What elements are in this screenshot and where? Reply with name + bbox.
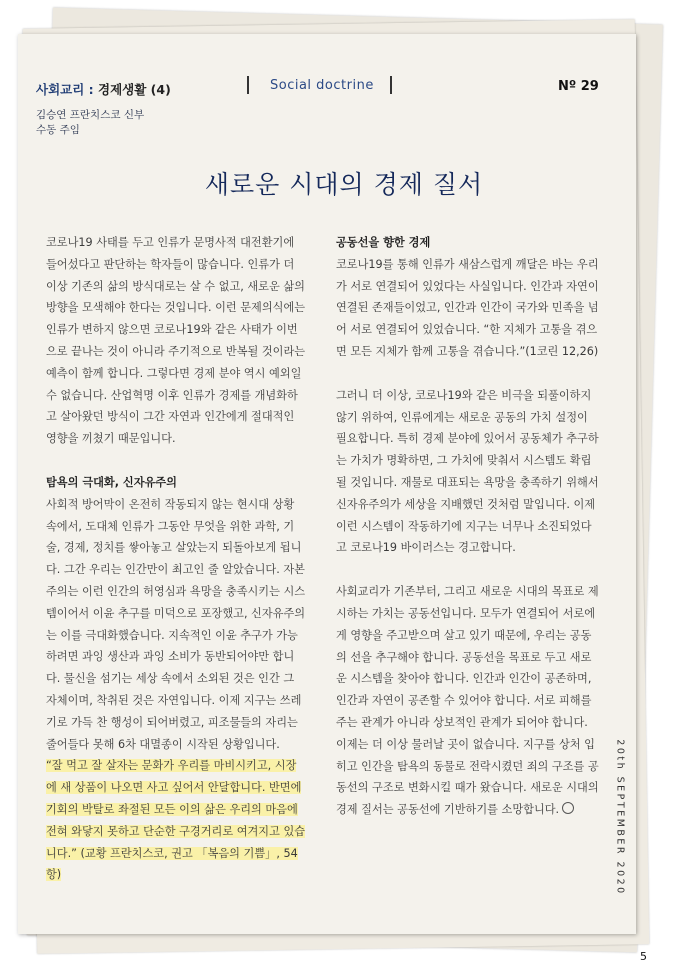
series-title: 사회교리 :	[36, 82, 99, 97]
header-divider-left	[247, 76, 249, 94]
right-paragraph-1: 코로나19를 통해 인류가 새삼스럽게 깨달은 바는 우리가 서로 연결되어 있었다는 사실입니다. 인간과 자연이 연결된 존재들이었고, 인간과 인간이 국가와 민족을 넘어 서로 연결되어 있었습니다. “한 지체가 고통을 겪으면 모든 지체가 함께 고통을 겪습니다.”(1코린 12,26)	[336, 257, 599, 358]
header-center-label: Social doctrine	[270, 78, 374, 93]
series-subtitle: 경제생활 (4)	[98, 82, 171, 97]
left-heading: 탐욕의 극대화, 신자유주의	[46, 475, 177, 489]
issue-number: Nº 29	[558, 79, 599, 94]
header-divider-right	[390, 76, 392, 94]
author-role: 수동 주임	[36, 124, 80, 136]
highlighted-quote: “잘 먹고 잘 살자는 문화가 우리를 마비시키고, 시장에 새 상품이 나오면 사고 싶어서 안달합니다. 반면에 기회의 박탈로 좌절된 모든 이의 삶은 우리의 마음에 전혀 와닿지 못하고 단순한 구경거리로 여겨지고 있습니다.” (교황 프란치스코, 권고 「복음의 기쁨」, 54항)	[46, 759, 306, 882]
right-paragraph-2: 그러니 더 이상, 코로나19와 같은 비극을 되풀이하지 않기 위하여, 인류에게는 새로운 공동의 가치 설정이 필요합니다. 특히 경제 분야에 있어서 공동체가 추구하는 가치가 명확하면, 그 가치에 맞춰서 시스템도 확립될 것입니다. 재물로 대표되는 욕망을 충족하기 위해서 신자유주의가 세상을 지배했던 것처럼 말입니다. 이제 이런 시스템이 작동하기에 지구는 너무나 소진되었다고 코로나19 바이러스는 경고합니다.	[336, 388, 599, 555]
author-name: 김승연 프란치스코 신부	[36, 109, 145, 121]
byline	[36, 108, 144, 138]
right-heading: 공동선을 향한 경제	[336, 236, 431, 249]
side-date-text: 20th SEPTEMBER 2020	[614, 739, 626, 896]
quote-block	[46, 755, 306, 886]
page-number: 5	[640, 950, 647, 963]
right-paragraph-3	[336, 581, 600, 821]
side-date	[612, 730, 628, 910]
article-title: 새로운 시대의 경제 질서	[204, 170, 484, 199]
right-column	[336, 232, 600, 821]
right-paragraph-3-text: 사회교리가 기존부터, 그리고 새로운 시대의 목표로 제시하는 가치는 공동선입니다. 모두가 연결되어 서로에게 영향을 주고받으며 살고 있기 때문에, 우리는 공동의 선을 추구해야 합니다. 공동선을 목표로 두고 새로운 시스템을 찾아야 합니다. 인간과 인간이 공존하며, 인간과 자연이 공존할 수 있어야 합니다. 서로 피해를 주는 관계가 아니라 상보적인 관계가 되어야 합니다. 이제는 더 이상 물러날 곳이 없습니다. 지구를 상처 입히고 인간을 탐욕의 동물로 전락시켰던 죄의 구조를 공동선의 구조로 변화시킬 때가 왔습니다. 새로운 시대의 경제 질서는 공동선에 기반하기를 소망합니다.	[336, 585, 599, 817]
left-paragraph-1: 코로나19 사태를 두고 인류가 문명사적 대전환기에 들어섰다고 판단하는 학자들이 많습니다. 인류가 더 이상 기존의 삶의 방식대로는 살 수 없고, 새로운 삶의 방향을 모색해야 한다는 것입니다. 이런 문제의식에는 인류가 변하지 않으면 코로나19와 같은 사태가 이번으로 끝나는 것이 아니라 주기적으로 반복될 것이라는 예측이 함께 합니다. 그렇다면 경제 분야 역시 예외일 수 없습니다. 산업혁명 이후 인류가 경제를 개념화하고 살아왔던 방식이 그간 자연과 인간에게 절대적인 영향을 끼쳤기 때문입니다.	[46, 236, 306, 446]
series-label	[36, 80, 171, 98]
end-mark-icon	[562, 802, 574, 814]
left-column	[46, 232, 306, 886]
left-paragraph-2: 사회적 방어막이 온전히 작동되지 않는 현시대 상황 속에서, 도대체 인류가 그동안 무엇을 위한 과학, 기술, 경제, 정치를 쌓아놓고 살았는지 되돌아보게 됩니다. 그간 우리는 인간만이 최고인 줄 알았습니다. 자본주의는 이런 인간의 허영심과 욕망을 충족시키는 시스템이어서 이윤 추구를 미덕으로 포장했고, 신자유주의는 이를 극대화했습니다. 지속적인 이윤 추구가 가능하려면 과잉 생산과 과잉 소비가 동반되어야만 합니다. 물신을 섬기는 세상 속에서 소외된 것은 인간 그 자체이며, 착취된 것은 자연입니다. 이제 지구는 쓰레기로 가득 찬 행성이 되어버렸고, 피조물들의 자리는 줄어들다 못해 6차 대멸종이 시작된 상황입니다.	[46, 497, 306, 751]
